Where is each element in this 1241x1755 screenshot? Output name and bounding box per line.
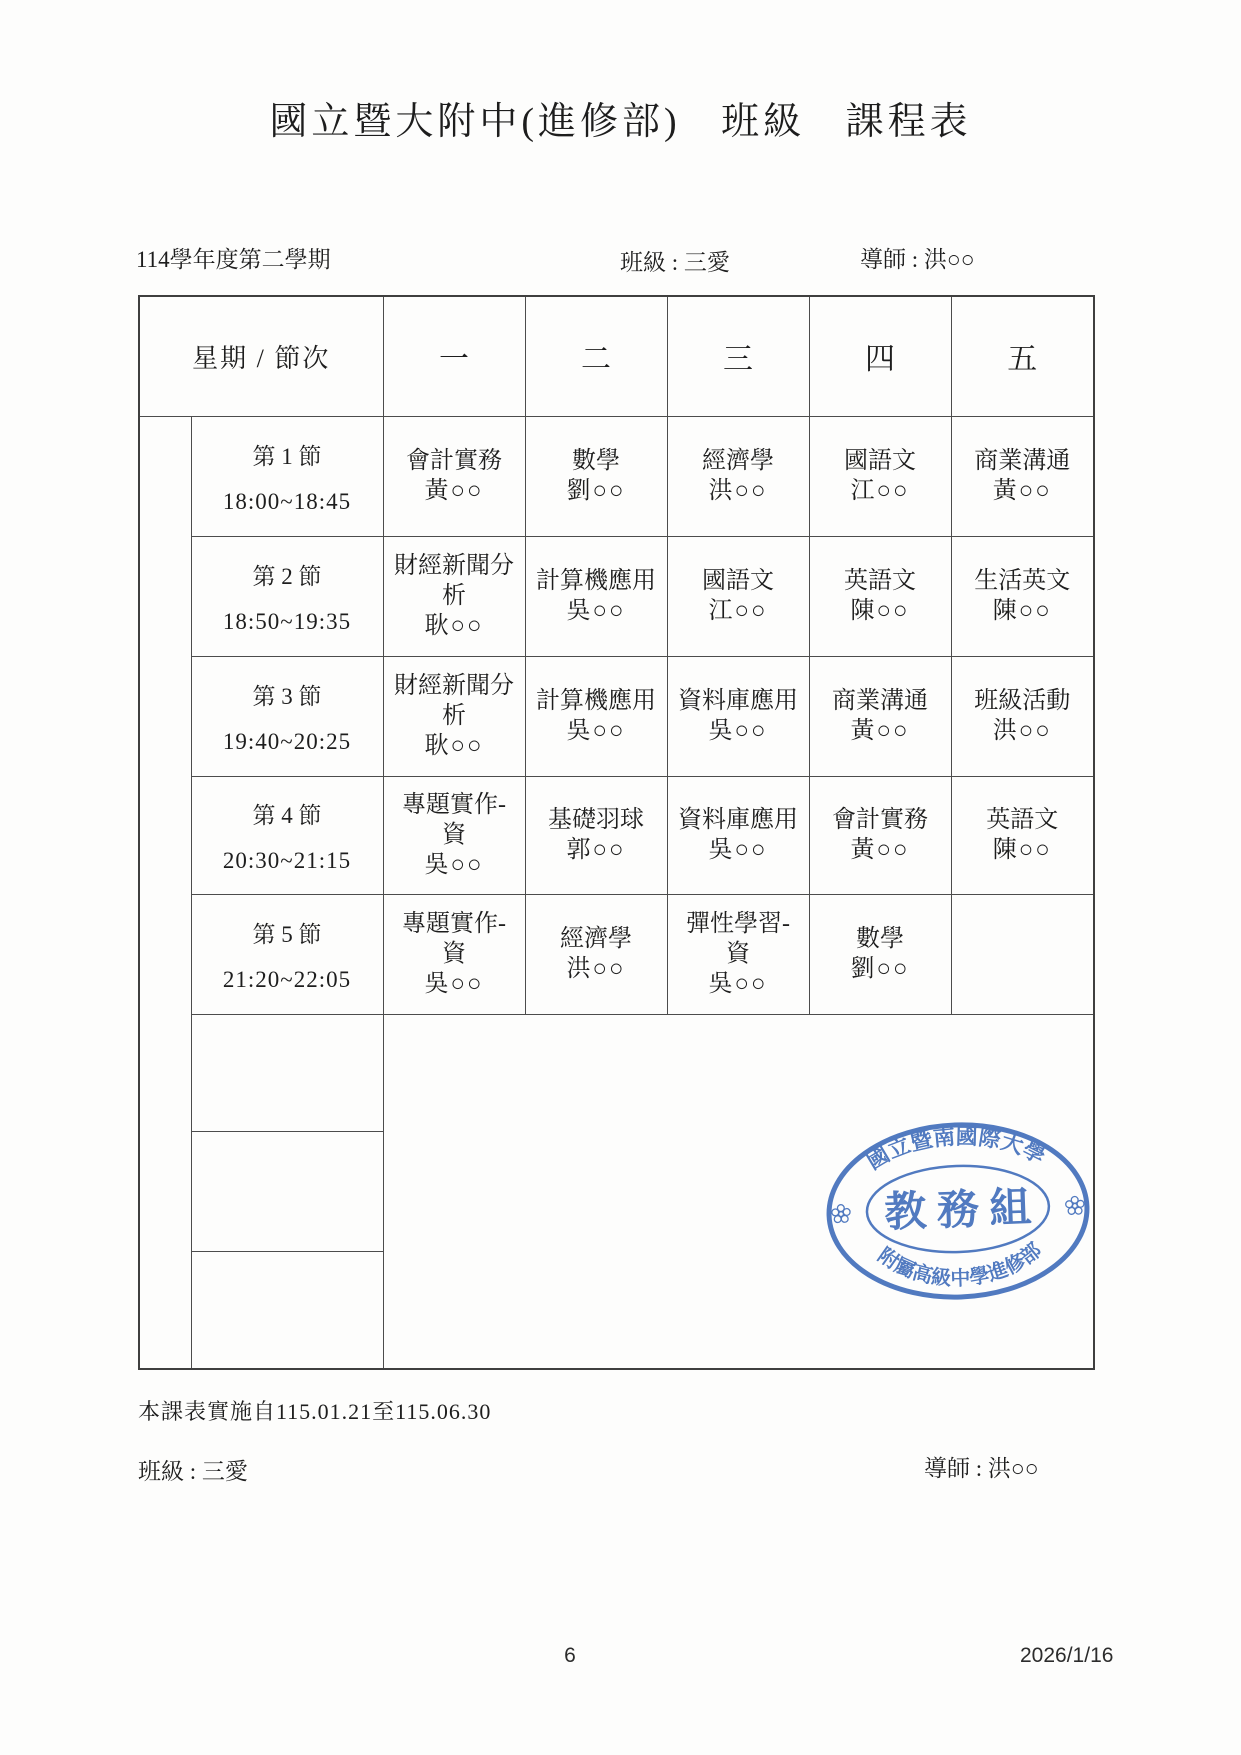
course-name: 財經新聞分析 bbox=[394, 673, 515, 729]
course-name: 專題實作-資 bbox=[402, 792, 507, 848]
day-header-tue: 二 bbox=[525, 296, 667, 416]
table-row bbox=[139, 776, 1094, 894]
margin-strip-cell bbox=[139, 416, 191, 1369]
course-teacher: 黃○○ bbox=[850, 837, 910, 863]
day-header-fri: 五 bbox=[951, 296, 1094, 416]
period-cell-empty bbox=[191, 1014, 383, 1131]
course-name: 國語文 bbox=[702, 568, 775, 594]
course-teacher: 黃○○ bbox=[992, 478, 1052, 504]
course-cell bbox=[383, 536, 525, 656]
course-teacher: 劉○○ bbox=[566, 478, 626, 504]
course-cell bbox=[525, 536, 667, 656]
course-cell bbox=[525, 416, 667, 536]
course-name: 計算機應用 bbox=[536, 688, 657, 714]
period-cell-4 bbox=[191, 776, 383, 894]
plum-blossom-icon bbox=[832, 1204, 851, 1222]
stamp-center-text: 教 務 組 bbox=[883, 1185, 1033, 1237]
corner-header-cell: 星期 / 節次 bbox=[139, 296, 383, 416]
course-teacher: 江○○ bbox=[708, 598, 768, 624]
page-title: 國立暨大附中(進修部) 班級 課程表 bbox=[269, 101, 972, 143]
course-cell bbox=[809, 894, 951, 1014]
period-label: 第 3 節 bbox=[252, 683, 322, 709]
footer-class-label: 班級 : 三愛 bbox=[138, 1459, 248, 1484]
course-teacher: 洪○○ bbox=[992, 718, 1052, 744]
course-cell bbox=[667, 776, 809, 894]
course-name: 數學 bbox=[572, 448, 621, 474]
course-name: 會計實務 bbox=[832, 807, 929, 833]
course-name: 計算機應用 bbox=[536, 568, 657, 594]
course-name: 商業溝通 bbox=[974, 448, 1071, 474]
course-teacher: 陳○○ bbox=[992, 598, 1052, 624]
course-teacher: 吳○○ bbox=[566, 598, 626, 624]
registrar-office-stamp bbox=[821, 1116, 1095, 1305]
course-teacher: 陳○○ bbox=[850, 598, 910, 624]
course-cell bbox=[525, 656, 667, 776]
course-cell bbox=[951, 416, 1094, 536]
course-name: 會計實務 bbox=[406, 448, 503, 474]
course-teacher: 郭○○ bbox=[566, 837, 626, 863]
table-row bbox=[139, 536, 1094, 656]
period-time: 20:30~21:15 bbox=[222, 847, 352, 873]
course-cell bbox=[667, 894, 809, 1014]
table-row-empty bbox=[139, 1014, 1094, 1131]
period-cell-1 bbox=[191, 416, 383, 536]
stamp-top-text: 國立暨南國際大學 bbox=[862, 1123, 1050, 1175]
course-cell bbox=[667, 416, 809, 536]
course-cell bbox=[951, 776, 1094, 894]
course-name: 專題實作-資 bbox=[402, 911, 507, 967]
course-teacher: 黃○○ bbox=[424, 478, 484, 504]
course-cell bbox=[951, 656, 1094, 776]
course-name: 財經新聞分析 bbox=[394, 553, 515, 609]
course-teacher: 黃○○ bbox=[850, 718, 910, 744]
course-teacher: 吳○○ bbox=[708, 837, 768, 863]
course-cell bbox=[383, 776, 525, 894]
period-label: 第 4 節 bbox=[252, 802, 322, 828]
table-row bbox=[139, 894, 1094, 1014]
footer-teacher-label: 導師 : 洪○○ bbox=[924, 1456, 1039, 1481]
course-name: 經濟學 bbox=[702, 448, 775, 474]
period-cell-3 bbox=[191, 656, 383, 776]
course-cell bbox=[383, 894, 525, 1014]
course-name: 資料庫應用 bbox=[678, 807, 799, 833]
period-label: 第 2 節 bbox=[252, 563, 322, 589]
course-name: 生活英文 bbox=[974, 568, 1071, 594]
course-name: 經濟學 bbox=[560, 926, 633, 952]
course-name: 班級活動 bbox=[974, 688, 1071, 714]
period-time: 18:00~18:45 bbox=[222, 488, 352, 514]
course-cell bbox=[809, 656, 951, 776]
period-label: 第 1 節 bbox=[252, 443, 322, 469]
course-cell-empty bbox=[951, 894, 1094, 1014]
course-cell bbox=[383, 416, 525, 536]
course-name: 英語文 bbox=[986, 807, 1059, 833]
course-teacher: 吳○○ bbox=[566, 718, 626, 744]
course-name: 英語文 bbox=[844, 568, 917, 594]
period-cell-empty bbox=[191, 1251, 383, 1369]
course-teacher: 江○○ bbox=[850, 478, 910, 504]
homeroom-teacher-label: 導師 : 洪○○ bbox=[860, 247, 975, 272]
course-teacher: 洪○○ bbox=[708, 478, 768, 504]
course-teacher: 吳○○ bbox=[708, 718, 768, 744]
period-cell-5 bbox=[191, 894, 383, 1014]
stamp-bottom-text: 附屬高級中學進修部 bbox=[873, 1239, 1046, 1291]
table-row bbox=[139, 416, 1094, 536]
course-name: 基礎羽球 bbox=[548, 807, 645, 833]
course-teacher: 陳○○ bbox=[992, 837, 1052, 863]
course-cell bbox=[809, 416, 951, 536]
page-number: 6 bbox=[564, 1644, 576, 1667]
day-header-mon: 一 bbox=[383, 296, 525, 416]
semester-label: 114學年度第二學期 bbox=[136, 247, 331, 272]
course-cell bbox=[667, 656, 809, 776]
table-row bbox=[139, 656, 1094, 776]
period-cell-empty bbox=[191, 1131, 383, 1251]
day-header-thu: 四 bbox=[809, 296, 951, 416]
course-cell bbox=[667, 536, 809, 656]
validity-note: 本課表實施自115.01.21至115.06.30 bbox=[138, 1399, 492, 1424]
course-name: 數學 bbox=[856, 926, 905, 952]
course-teacher: 劉○○ bbox=[850, 956, 910, 982]
course-name: 國語文 bbox=[844, 448, 917, 474]
course-cell bbox=[383, 656, 525, 776]
course-name: 資料庫應用 bbox=[678, 688, 799, 714]
period-cell-2 bbox=[191, 536, 383, 656]
course-name: 彈性學習-資 bbox=[686, 911, 791, 967]
print-date: 2026/1/16 bbox=[1020, 1644, 1114, 1667]
course-name: 商業溝通 bbox=[832, 688, 929, 714]
period-label: 第 5 節 bbox=[252, 921, 322, 947]
course-cell bbox=[809, 536, 951, 656]
course-cell bbox=[809, 776, 951, 894]
course-cell bbox=[951, 536, 1094, 656]
course-teacher: 耿○○ bbox=[424, 733, 484, 759]
course-cell bbox=[525, 894, 667, 1014]
period-time: 18:50~19:35 bbox=[222, 608, 352, 634]
course-teacher: 洪○○ bbox=[566, 956, 626, 982]
course-teacher: 耿○○ bbox=[424, 613, 484, 639]
course-cell bbox=[525, 776, 667, 894]
table-header-row bbox=[139, 296, 1094, 416]
course-teacher: 吳○○ bbox=[424, 971, 484, 997]
class-label: 班級 : 三愛 bbox=[620, 250, 730, 275]
course-teacher: 吳○○ bbox=[424, 852, 484, 878]
stamp-seal-graphic bbox=[821, 1116, 1095, 1305]
plum-blossom-icon bbox=[1065, 1196, 1084, 1214]
period-time: 19:40~20:25 bbox=[222, 728, 352, 754]
course-teacher: 吳○○ bbox=[708, 971, 768, 997]
period-time: 21:20~22:05 bbox=[222, 966, 352, 992]
day-header-wed: 三 bbox=[667, 296, 809, 416]
